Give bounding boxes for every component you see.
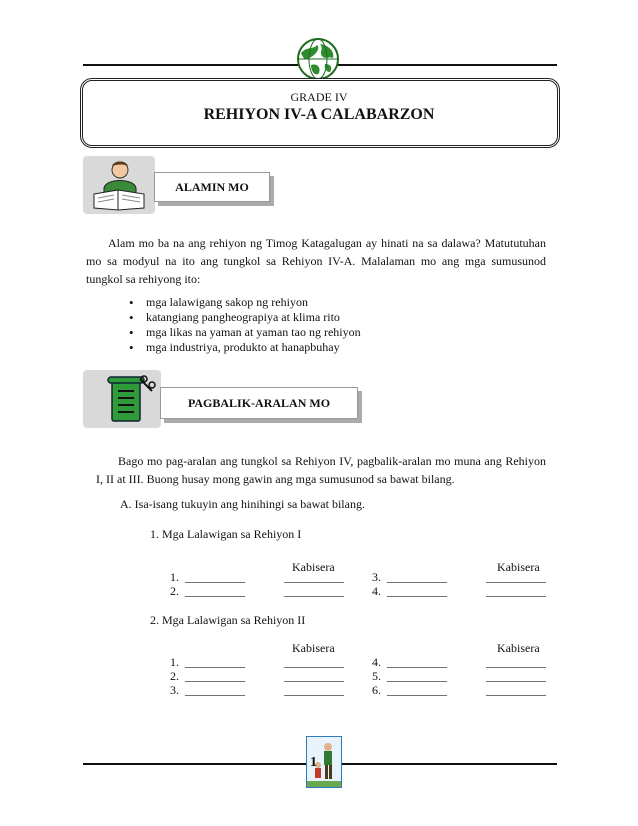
grade-label: GRADE IV (290, 90, 348, 104)
alamin-intro: Alam mo ba na ang rehiyon ng Timog Katagalugan ay hinati na sa dalawa? Matututuhan mo sa modyul na ito ang tungkol sa Rehiyon IV-A. Malalaman mo ang mga sumusunod tungkol sa rehiyong ito: (86, 236, 546, 286)
item-number: 1. (170, 570, 179, 584)
page-number-badge (306, 736, 342, 788)
region-title: REHIYON IV-A CALABARZON (203, 106, 435, 123)
globe-icon (295, 36, 341, 82)
blank-line: __________ (185, 669, 245, 683)
blank-line: __________ (284, 584, 344, 598)
item-number: 2. (170, 584, 179, 598)
blank-line: __________ (284, 669, 344, 683)
item2-kabisera-right: Kabisera (497, 641, 540, 655)
checklist-scroll-icon (104, 373, 156, 425)
item1-title: 1. Mga Lalawigan sa Rehiyon I (150, 527, 302, 541)
item-number: 3. (170, 683, 179, 697)
blank-line: __________ (284, 570, 344, 584)
page-number: 1 (310, 755, 317, 770)
list-item: • mga lalawigang sakop ng rehiyon (126, 295, 426, 310)
alamin-bullet-list (126, 295, 426, 355)
item-number: 4. (372, 655, 381, 669)
section-a-heading: A. Isa-isang tukuyin ang hinihingi sa bawat bilang. (120, 497, 365, 511)
blank-line: __________ (387, 570, 447, 584)
blank-line: __________ (486, 655, 546, 669)
item2-kabisera-left: Kabisera (292, 641, 335, 655)
pagbalik-banner (160, 387, 358, 419)
blank-line: __________ (185, 570, 245, 584)
item-number: 1. (170, 655, 179, 669)
pagbalik-banner-label: PAGBALIK-ARALAN MO (187, 396, 331, 410)
blank-line: __________ (486, 669, 546, 683)
blank-line: __________ (387, 655, 447, 669)
blank-line: __________ (185, 683, 245, 697)
pagbalik-intro: Bago mo pag-aralan ang tungkol sa Rehiyon IV, pagbalik-aralan mo muna ang Rehiyon I, II at III. Buong husay mong gawin ang mga sumusunod sa bawat bilang. (96, 454, 546, 486)
item-number: 3. (372, 570, 381, 584)
blank-line: __________ (486, 570, 546, 584)
alamin-banner-label: ALAMIN MO (175, 180, 249, 194)
blank-line: __________ (284, 655, 344, 669)
item1-kabisera-right: Kabisera (497, 560, 540, 574)
blank-line: __________ (387, 584, 447, 598)
blank-line: __________ (185, 655, 245, 669)
blank-line: __________ (284, 683, 344, 697)
item-number: 6. (372, 683, 381, 697)
item-number: 4. (372, 584, 381, 598)
blank-line: __________ (387, 669, 447, 683)
list-item: • katangiang pangheograpiya at klima rito (126, 310, 426, 325)
blank-line: __________ (486, 584, 546, 598)
blank-line: __________ (185, 584, 245, 598)
list-item: • mga industriya, produkto at hanapbuhay (126, 340, 426, 355)
alamin-banner (154, 172, 270, 202)
item-number: 2. (170, 669, 179, 683)
list-item: • mga likas na yaman at yaman tao ng rehiyon (126, 325, 426, 340)
item1-kabisera-left: Kabisera (292, 560, 335, 574)
item-number: 5. (372, 669, 381, 683)
reading-person-icon (88, 158, 150, 212)
blank-line: __________ (486, 683, 546, 697)
blank-line: __________ (387, 683, 447, 697)
item2-title: 2. Mga Lalawigan sa Rehiyon II (150, 613, 306, 627)
